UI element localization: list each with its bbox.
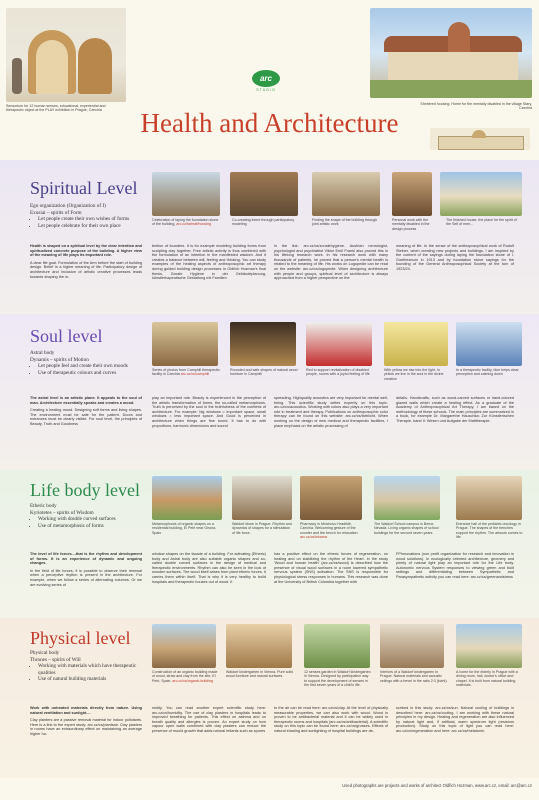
- studio-label: STUDIO: [256, 88, 276, 92]
- life-caption-1: Metamorphosis of organic shapes on a residential building, El Pelé near Girona, Spain: [152, 522, 217, 535]
- list-item: • Use of natural building materials: [38, 676, 145, 683]
- spiritual-title: Spiritual Level: [30, 178, 138, 198]
- sensorium-photo: [6, 8, 126, 102]
- life-column-1: [30, 552, 142, 587]
- soul-title: Soul level: [30, 326, 103, 346]
- life-caption-3: Pharmacy in Mnichovo Hradiště, Czechia. Welcoming gesture of the counter and the bench for relaxation. arc.cz/cs/lekarna: [300, 522, 359, 540]
- physical-bullets: [30, 663, 145, 683]
- physical-caption-1: Construction of an organic building made of wood, straw and clay from the site, El Pelé, Spain. arc.cz/cs/organic-building: [152, 670, 218, 683]
- life-photo-1: [152, 476, 222, 520]
- soul-bullets: [30, 363, 145, 376]
- soul-caption-4: With yellow we rise into the light. In yellow we live in the soul in the divine creation: [384, 368, 444, 381]
- life-bullets: [30, 516, 145, 529]
- life-lead: The level of life forces....that is the rhythm and development of forms. It is an experience of dynamic and ongoing changes.: [30, 552, 142, 566]
- life-column-3: has a positive effect on the etheric forces of regeneration, on healing and on stabilizing the rhythm of the Heart. In the study 'Wood and human health' (arc.cz/cs/wood) is described how the presence of visual wood surfaces in a room lowered sympathetic nervous system (SNS) activation. The SNS is responsible for physiological stress responses in humans. This research was done at the University of British Columbia together with: [274, 552, 388, 584]
- soul-caption-2: Rounded and safe shapes of natural wood furniture in Camphill: [230, 368, 298, 377]
- list-item: • Let people feel and create their own moods: [38, 363, 145, 370]
- life-column-4: FPInnovations (non profit organization for research and innovation in wood solutions). In ecologically oriented architecture, geomery and plenty of natural light play an important role for the Life body. Autonomic nervous System responses to viewing green and built settings and differentiating between Sympathetic and Parasympathetic activity you can read here: arc.cz/cs/greenandstress: [396, 552, 514, 579]
- physical-column-2: midity. You can read another expert scientific study here: arc.cz/cs/humidity. The use of clay plasters in hospitals leads to improved breathing for patients. This effect on asthma and on breath quality and allergies is proven. An expert study on how vapour open walls combined with clay plasters can reduce the presence of mould growth that adds natural irritants such as spores: [152, 706, 266, 733]
- spiritual-photo-3: [312, 172, 380, 216]
- spiritual-column-3: in the link: arc.cz/cs/zonalehygiene. Austrian neurologist, psychologist and psychiatrist Viktor Emil Frankl also proved this in his lifelong research work. In his research work with many thousands of patients, he proved that a person's mental health is related to the meaning of life. His works on Logopedie can be read on the website: arc.cz/cs/logopedie. When designing architecture with people and groups, spiritual level of architecture is always approached from a higher perspective on the: [274, 244, 388, 281]
- spiritual-photo-5: [440, 172, 522, 216]
- soul-column-4: details. Handicrafts, such as wood-carved surfaces or hand-colored glazed walls which create a healing effect. As a graduate of the Academy of Anthroposophical Art Therapy, I am based on the methodology of these schools. The main principles are summarized in a book, for example Dr. Margarethe Hauschka: Zur Künstlerischen Therapie, band II: Wesen und Aufgabe der Malttherapie.: [396, 396, 514, 423]
- soul-column-3: spreading. Highquality acoustics are very important for mental well-being. This scientific study writes expertly on this topic: arc.cz/cs/acoustics. Working with colors also plays a very important role in treatment and therapy. Publications on anthroposophic color therapy can be found on this website: arc.cz/cs/farblicht. When working on the design of new medical and therapeutic facilities, I place emphasis on the artistic processing of: [274, 396, 388, 428]
- physical-subtitle: [30, 650, 145, 683]
- spiritual-lead: Health is shaped on a spiritual level by the clear intention and spiritualized concrete purpose of the building. A higher view of the meaning of life plays its important role.: [30, 244, 142, 258]
- life-subtitle: [30, 503, 145, 529]
- spiritual-caption-4: Personal work with the mentally disabled in the design process: [392, 218, 430, 231]
- list-item: • Working with double curved surfaces: [38, 516, 145, 523]
- physical-caption-4: Interiors of a Waldorf kindergarten in Prague. Natural materials and acoustic ceilings with a bevel in the ratio 2:3 (kvint).: [380, 670, 448, 683]
- building-sketch: [430, 128, 530, 150]
- physical-column-1: [30, 706, 142, 737]
- life-sub2: Kyriotetes – spirits of Wisdom: [30, 509, 94, 516]
- soul-photo-5: [456, 322, 522, 366]
- spiritual-caption-5: The finished house, the place for the spirit of the Self of men...: [446, 218, 517, 227]
- list-item: • Let people celebrate for their own place: [38, 223, 145, 230]
- life-title: Life body level: [30, 480, 140, 500]
- life-column-2: window shapes on the facade of a building. For activating (Etheric) body and Astral body are also suitable organic shapes and so-called double curved surfaces in the design of medical and therapeutic environments. Rhythm can also be seen in the look of wooden surfaces. The wood itself arises from plant etheric forces. It carries them within itself. That is why it is very healthy to build hospitals and therapeutic houses out of wood. It: [152, 552, 266, 584]
- physical-caption-5: A home for the elderly in Prague with a dining room, hall, doctor's office and chapel. It is built from natural building materials.: [456, 670, 518, 688]
- life-sub1: Etheric body: [30, 503, 57, 509]
- soul-column-1: [30, 396, 142, 427]
- soul-text-1: Creating a healing mood. Designing soft forms and living shapes. The environment must be safe for the patient. Doors and entrances must be clearly visible. For soul level, the principles of Beauty, Truth and Goodness: [30, 408, 142, 426]
- spiritual-sub2: Exusiai – spirits of Form: [30, 209, 82, 216]
- physical-photo-1: [152, 624, 216, 668]
- spiritual-caption-2: Co-creating intent through participatory modeling: [232, 218, 295, 227]
- arc-logo: arc: [252, 70, 280, 87]
- soul-caption-3: Red to support revitalization of disabled people, rooms with a joyful feeling of life: [306, 368, 370, 377]
- soul-lead: The astral level is an artistic plane. It appeals to the soul of man. Architecture essentially speaks and creates a mood.: [30, 396, 142, 405]
- spiritual-bullets: [30, 216, 145, 229]
- soul-column-2: play an important role. Beauty is experienced in the perception of the artistic transformation of forms, the so-called metamorphosis. Truth is perceived by the soul in the truthfulness of the contents of architecture. For example: big windows = important space, small windows = less important space. And Good is perceived in architecture when things are fine tuned. It has to do with proportions, harmonic dimensions and sound: [152, 396, 266, 428]
- sensorium-caption: Sensorium for 12 human senses, educational, experiential and therapeutic object at the PLAY exhibition in Prague, Czechia: [6, 104, 106, 113]
- page-title: Health and Architecture: [140, 108, 399, 138]
- spiritual-photo-1: [152, 172, 220, 216]
- soul-sub2: Dynamis – spirits of Motion: [30, 356, 89, 363]
- physical-sub1: Physical body: [30, 650, 60, 656]
- spiritual-caption-3: Finding the shape of the building through joint artistic work: [312, 218, 378, 227]
- physical-caption-2: Waldorf kindergarten in Vienna. Pure solid wood furniture and natural surfaces.: [226, 670, 294, 679]
- life-photo-4: [374, 476, 440, 520]
- soul-photo-3: [306, 322, 372, 366]
- soul-photo-4: [384, 322, 448, 366]
- physical-photo-5: [456, 624, 522, 668]
- list-item: • Use of therapeutic colours and curves: [38, 370, 145, 377]
- soul-caption-5: In a therapeutic facility, blue helps clear perception and calming down: [456, 368, 519, 377]
- physical-photo-3: [304, 624, 370, 668]
- physical-photo-4: [380, 624, 444, 668]
- soul-photo-1: [152, 322, 218, 366]
- life-photo-5: [456, 476, 522, 520]
- physical-column-4: scribed in this study: arc.cz/cs/sun. Natural cooling of buildings is described here: arc.cz/cs/cooling. I am working with these natural principles in my design. Healing and regeneration are also influenced by natural light and, if artificial, warm spectrum light (resistors production). Study on this topic of light you can read here: arc.cz/cs/regeneration and here: arc.cz/cs/melatonin.: [396, 706, 514, 733]
- soul-sub1: Astral body: [30, 350, 55, 356]
- spiritual-column-2: tention of founders. It is for example modeling building forms from sculpting clay together. Free artistic activity is thus combined with the formulation of an intention in the manifested wisdom. And it creates a balance between will, feeling and thinking. You can study examples of the healing aspects of anthroposophic art therapy during guided building design processes in Oldřich Hozman's final thesis, Zonale Hygiene in der Gebäudeplanung, künstlerhapeutische Gestaltung mit Familien: [152, 244, 266, 281]
- physical-photo-2: [226, 624, 292, 668]
- soul-subtitle: [30, 350, 145, 376]
- life-photo-2: [232, 476, 292, 520]
- list-item: • Use of metamorphosis of forms: [38, 523, 145, 530]
- spiritual-column-4: meaning of life. In the sense of the anthroposophical work of Rudolf Steiner, when creating new projects and buildings, I am inspired by the content of the sayings during laying the foundation stone of I. Goetheanum in 1913 and by foundation stone sayings for the founding of the General Anthroposophical Society at the turn of 1923/24.: [396, 244, 514, 271]
- list-item: • Working with materials which have therapeutic qualities: [38, 663, 145, 676]
- physical-caption-3: 12 senses garden in Waldorf kindergarten in Vienna. Designed by participative way to support the development of senses in the first seven years of a child's life.: [304, 670, 371, 688]
- spiritual-caption-1: Celebration of laying the foundation stone of the building, arc.cz/farhraf/housing: [152, 218, 219, 227]
- life-caption-2: Waldorf stone in Prague. Rhythm and dynamics of shapes for a stimulation of life force.: [232, 522, 292, 535]
- physical-lead: Work with untreated materials directly from nature. Using natural ventilation and sunlight....: [30, 706, 142, 715]
- physical-title: Physical level: [30, 628, 131, 648]
- sheltered-housing-photo: [370, 8, 532, 98]
- physical-text-1: Clay planters are a passive removal material for indoor pollutants. Here is a link to the expert study: arc.cz/cs/plantsair. Clay plasters in rooms have an extraordinary effect on maintaining an average higher hu-: [30, 718, 142, 736]
- spiritual-column-1: [30, 244, 142, 279]
- spiritual-subtitle: [30, 203, 145, 229]
- spiritual-photo-2: [230, 172, 298, 216]
- soul-caption-1: Series of photos from Camphill therapeutic facility in Czechia arc.cz/cs/camphill: [152, 368, 220, 377]
- sheltered-housing-caption: Sheltered housing. Home for the mentally disabled in the village Stary, Czechia: [420, 102, 532, 111]
- life-caption-4: The Waldorf School campus in Berne, Nevada. Living organic shapes of school buildings for the second seven years.: [374, 522, 439, 535]
- spiritual-text-1: A clear life goal. Formulation of the Arm before the start of building design. Belief in a higher meaning of life. Participatory design of architecture and inclusion of artistic creative processes leads towards shaping the in-: [30, 260, 142, 279]
- spiritual-photo-4: [392, 172, 432, 216]
- life-text-1: In the field of life forces, it is possible to observe their renewal when a perceptive rhythm is present in the architecture. For example, when we follow a series of alternating columns. Or we are evolving series of: [30, 568, 142, 587]
- physical-sub2: Thrones – spirits of Will: [30, 656, 81, 663]
- soul-photo-2: [230, 322, 296, 366]
- life-caption-5: Entrance hall of the pediatric oncology in Prague. The shapes of the benches support the rhythm. The artwork comes to life.: [456, 522, 523, 540]
- spiritual-sub1: Ego organization (Organization of I): [30, 203, 106, 209]
- list-item: • Let people create their own wishes of forms: [38, 216, 145, 223]
- footer-credits: Used photographs are projects and works of architect Oldřich Hozman, www.arc.cz, email: arc@arc.cz: [342, 783, 532, 788]
- life-photo-3: [300, 476, 362, 520]
- physical-column-3: to the air can be read here: arc.cz/cs/clay. At the level of physically measurable properties, we can also work with wood. Wood is proven to be antibacterial material and it can be widely used in therapeutic rooms and hospitals (arc.cz/cs/antibacterial). A scientific study on this topic can be found here: arc.cz/cs/grosses. Effects of natural shading and sunlighting of hospital buildings are de-: [274, 706, 388, 733]
